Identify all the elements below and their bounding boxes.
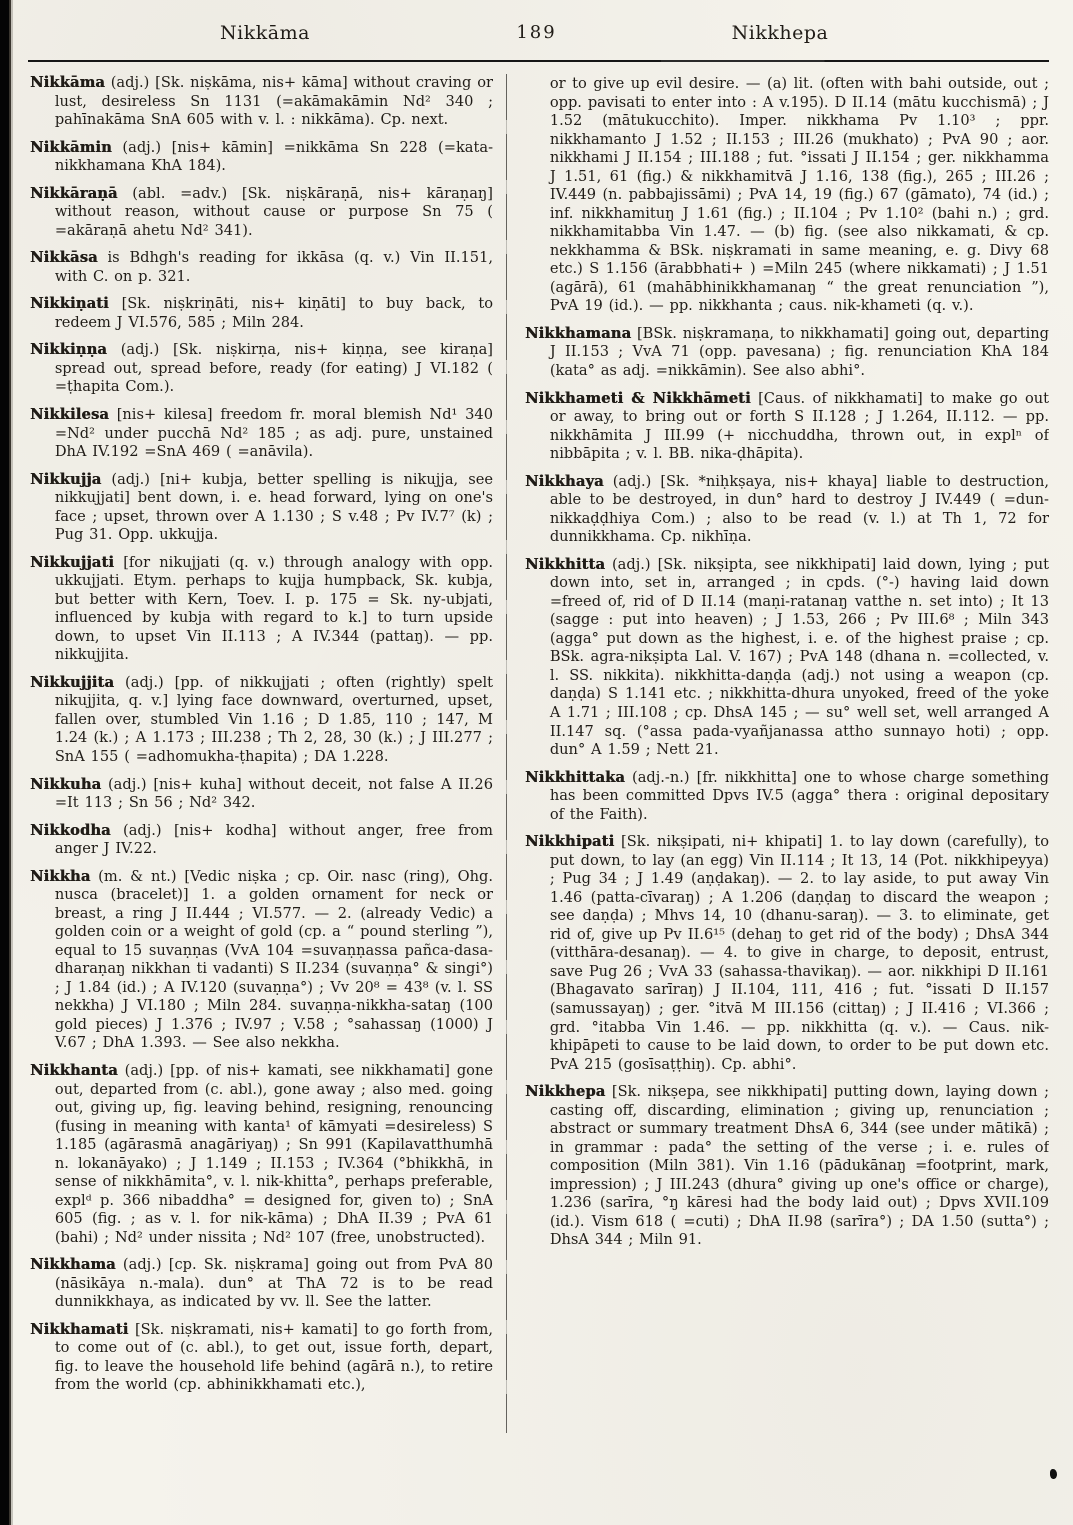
dictionary-entry [30,74,493,130]
entry-headword: Nikkujjita [30,673,115,691]
dictionary-entry [30,341,493,397]
entry-headword: Nikkāsa [30,249,98,267]
entry-body: (adj.) [Sk. *niḥkṣaya, nis+ khaya] liable to destruction, able to be destroyed, in dun° hard to destroy J IV.449 ( =dun-nikkaḍḍhiya Com.) ; also to be read (v. l.) at Th 1, 72 for dunnikkhama. Cp. nikhīṇa. [549,472,1049,546]
entry-body: (adj.) [Sk. niṣkirṇa, nis+ kiṇṇa, see kiraṇa] spread out, spread before, ready (for eating) J VI.182 ( =ṭhapita Com.). [54,341,493,396]
entry-headword: Nikkujja [30,470,102,488]
dictionary-entry [30,554,493,665]
entry-headword: Nikkhitta [525,555,605,573]
entry-headword: Nikkhamana [525,324,632,342]
dictionary-entry [30,674,493,767]
dictionary-entry [30,471,493,545]
entry-headword: Nikkhepa [525,1083,606,1101]
dictionary-entry [30,776,493,813]
dictionary-entry [30,406,493,462]
text-columns [30,74,1049,1497]
dictionary-entry [30,185,493,241]
dictionary-entry [30,1062,493,1247]
page-header [0,22,1073,52]
dictionary-entry [525,75,1049,316]
entry-body: [BSk. niṣkramaṇa, to nikkhamati] going out, departing J II.153 ; VvA 71 (opp. pavesana) ; fig. renunciation KhA 184 (kata° as adj. =nikkāmin). See also abhi°. [549,324,1049,379]
dictionary-entry [30,1256,493,1312]
dictionary-entry [30,1321,493,1395]
dictionary-entry [30,249,493,286]
entry-body: (adj.) [ni+ kubja, better spelling is nikujja, see nikkujjati] bent down, i. e. head forward, lying on one's face ; upset, thrown over A 1.130 ; S v.48 ; Pv IV.7⁷ (k) ; Pug 31. Opp. ukkujja. [54,470,493,544]
entry-body: is Bdhgh's reading for ikkāsa (q. v.) Vin II.151, with C. on p. 321. [54,249,493,285]
page-number: 189 [516,22,557,43]
dictionary-entry [30,295,493,332]
header-left-headword: Nikkāma [220,22,310,44]
entry-body: (m. & nt.) [Vedic niṣka ; cp. Oir. nasc (ring), Ohg. nusca (bracelet)] 1. a golden ornament for neck or breast, a ring J II.444 ; VI.577. — 2. (already Vedic) a golden coin or a weight of gold (cp. a “ pound sterling ”), equal to 15 suvaṇṇas (VvA 104 =suvaṇṇassa pañca-dasa-dharaṇaŋ nikkhan ti vadanti) S II.234 (suvaṇṇa° & singi°) ; J 1.84 (id.) ; A IV.120 (suvaṇṇa°) ; Vv 20⁸ = 43⁸ (v. l. SS nekkha) J VI.180 ; Miln 284. suvaṇṇa-nikkha-sataŋ (100 gold pieces) J 1.376 ; IV.97 ; V.58 ; °sahassaŋ (1000) J V.67 ; DhA 1.393. — See also nekkha. [54,867,493,1052]
dictionary-entry [30,822,493,859]
dictionary-entry [525,1083,1049,1250]
entry-headword: Nikkhama [30,1256,116,1274]
entry-body: [Sk. nikṣepa, see nikkhipati] putting down, laying down ; casting off, discarding, elimination ; giving up, renunciation ; abstract or summary treatment DhsA 6, 344 (see under mātikā) ; in grammar : pada° the setting of the verse ; i. e. rules of composition (Miln 381). Vin 1.16 (pādukānaŋ =footprint, mark, impression) ; J III.243 (dhura° giving up one's office or charge), 1.236 (sarīra, °ŋ kāresi had the body laid out) ; Dpvs XVII.109 (id.). Vism 618 ( =cuti) ; DhA II.98 (sarīra°) ; DA 1.50 (sutta°) ; DhsA 344 ; Miln 91. [549,1083,1049,1249]
entry-body: (adj.) [Sk. nikṣipta, see nikkhipati] laid down, lying ; put down into, set in, arranged ; in cpds. (°-) having laid down =freed of, rid of D II.14 (maṇi-ratanaŋ vatthe n. set into) ; It 13 (sagge : put into heaven) ; J 1.53, 266 ; Pv III.6⁸ ; Miln 343 (agga° put down as the highest, i. e. of the highest praise ; cp. BSk. agra-nikṣipta Lal. V. 167) ; PvA 148 (dhana n. =collected, v. l. SS. nikkita). nikkhitta-daṇḍa (adj.) not using a weapon (cp. daṇḍa) S 1.141 etc. ; nikkhitta-dhura unyoked, freed of the yoke A 1.71 ; III.108 ; cp. DhsA 145 ; — su° well set, well arranged A II.147 sq. (°assa pada-vyañjanassa attho sunnayo hoti) ; opp. dun° A 1.59 ; Nett 21. [549,555,1049,759]
entry-headword: Nikkhipati [525,833,615,851]
entry-headword: Nikkodha [30,821,111,839]
entry-body: [Sk. niṣkriṇāti, nis+ kiṇāti] to buy back, to redeem J VI.576, 585 ; Miln 284. [54,295,493,331]
entry-body: [nis+ kilesa] freedom fr. moral blemish Nd¹ 340 =Nd² under pucchā Nd² 185 ; as adj. pure, unstained DhA IV.192 =SnA 469 ( =anāvila). [54,405,493,461]
entry-headword: Nikkhittaka [525,768,625,786]
entry-body: (abl. =adv.) [Sk. niṣkāraṇā, nis+ kāraṇaŋ] without reason, without cause or purpose Sn 75 ( =akāraṇā ahetu Nd² 341). [54,184,493,239]
entry-body: [Caus. of nikkhamati] to make go out or away, to bring out or forth S II.128 ; J 1.264, II.112. — pp. nikkhāmita J III.99 (+ nicchuddha, thrown out, in explⁿ of nibbāpita ; v. l. BB. nika-ḍhāpita). [549,389,1049,463]
entry-body: or to give up evil desire. — (a) lit. (often with bahi outside, out ; opp. pavisati to enter into : A v.195). D II.14 (mātu kucchismā) ; J 1.52 (mātukucchito). Imper. nikkhama Pv 1.10³ ; ppr. nikkhamanto J 1.52 ; II.153 ; III.26 (mukhato) ; PvA 90 ; aor. nikkhami J II.154 ; III.188 ; fut. °issati J II.154 ; ger. nikkhamma J 1.51, 61 (fig.) & nikkhamitvā J 1.16, 138 (fig.), 265 ; III.26 ; IV.449 (n. pabbajissāmi) ; PvA 14, 19 (fig.) 67 (gāmato), 74 (id.) ; inf. nikkhamituŋ J 1.61 (fig.) ; II.104 ; Pv 1.10² (bahi n.) ; grd. nikkhamitabba Vin 1.47. — (b) fig. (see also nikkamati, & cp. nekkhamma & BSk. niṣkramati in same meaning, e. g. Divy 68 etc.) S 1.156 (ārabbhati+ ) =Miln 245 (where nikkamati) ; J 1.51 (agārā), 61 (mahābhinikkhamanaŋ “ the great renunciation ”), PvA 19 (id.). — pp. nikkhanta ; caus. nik-khameti (q. v.). [549,75,1049,315]
entry-headword: Nikkhanta [30,1061,118,1079]
column-right [507,74,1049,1497]
entry-body: (adj.) [Sk. niṣkāma, nis+ kāma] without craving or lust, desireless Sn 1131 (=akāmakāmin Nd² 340 ; pahīnakāma SnA 605 with v. l. : nikkāma). Cp. next. [54,74,493,129]
scan-edge-left [0,0,13,1525]
entry-body: (adj.) [pp. of nikkujjati ; often (rightly) spelt nikujjita, q. v.] lying face downward, overturned, upset, fallen over, stumbled Vin 1.16 ; D 1.85, 110 ; 147, M 1.24 (k.) ; A 1.173 ; III.238 ; Th 2, 28, 30 (k.) ; J III.277 ; SnA 155 ( =adhomukha-ṭhapita) ; DA 1.228. [54,673,493,765]
entry-body: [Sk. niṣkramati, nis+ kamati] to go forth from, to come out of (c. abl.), to get out, issue forth, depart, fig. to leave the household life behind (agārā n.), to retire from the world (cp. abhinikkhamati etc.), [54,1320,493,1394]
entry-body: [Sk. nikṣipati, ni+ khipati] 1. to lay down (carefully), to put down, to lay (an egg) Vin II.114 ; It 13, 14 (Pot. nikkhipeyya) ; Pug 34 ; J 1.49 (aṇḍakaŋ). — 2. to lay aside, to put away Vin 1.46 (patta-cīvaraŋ) ; A 1.206 (daṇḍaŋ to discard the weapon ; see daṇḍa) ; Mhvs 14, 10 (dhanu-saraŋ). — 3. to eliminate, get rid of, give up Pv II.6¹⁵ (dehaŋ to get rid of the body) ; DhsA 344 (vitthāra-desanaŋ). — 4. to give in charge, to deposit, entrust, save Pug 26 ; VvA 33 (sahassa-thavikaŋ). — aor. nikkhipi D II.161 (Bhagavato sarīraŋ) J II.104, 111, 416 ; fut. °issati D II.157 (samussayaŋ) ; ger. °itvā M III.156 (cittaŋ) ; J II.416 ; VI.366 ; grd. °itabba Vin 1.46. — pp. nikkhitta (q. v.). — Caus. nik-khipāpeti to cause to be laid down, to order to be put down etc. PvA 215 (gosīsaṭṭhiŋ). Cp. abhi°. [549,833,1049,1073]
entry-headword: Nikkiṇati [30,295,109,313]
entry-body: (adj.-n.) [fr. nikkhitta] one to whose charge something has been committed Dpvs IV.5 (agga° thera : original depositary of the Faith). [549,768,1049,823]
dictionary-entry [525,325,1049,381]
column-left [30,74,507,1497]
dictionary-entry [525,556,1049,760]
entry-headword: Nikkiṇṇa [30,341,107,359]
entry-headword: Nikkhameti & Nikkhāmeti [525,389,751,407]
entry-body: (adj.) [pp. of nis+ kamati, see nikkhamati] gone out, departed from (c. abl.), gone away ; also med. going out, giving up, fig. leaving behind, resigning, renouncing (fusing in meaning with kanta¹ of kāmyati =desireless) S 1.185 (agārasmā anagāriyaŋ) ; Sn 991 (Kapilavatthumhā n. lokanāyako) ; J 1.149 ; II.153 ; IV.364 (°bhikkhā, in sense of nikkhāmita°, v. l. nik-khitta°, perhaps preferable, explᵈ p. 366 nibaddha° = designed for, given to) ; SnA 605 (fig. ; as v. l. for nik-kāma) ; DhA II.39 ; PvA 61 (bahi) ; Nd² under nissita ; Nd² 107 (free, unobstructed). [54,1061,493,1246]
header-rule [28,60,1049,62]
dictionary-entry [30,868,493,1053]
entry-body: (adj.) [nis+ kuha] without deceit, not false A II.26 =It 113 ; Sn 56 ; Nd² 342. [54,775,493,812]
entry-body: (adj.) [cp. Sk. niṣkrama] going out from PvA 80 (nāsikāya n.-mala). dun° at ThA 72 is to be read dunnikkhaya, as indicated by vv. ll. See the latter. [54,1256,493,1311]
dictionary-entry [30,139,493,176]
entry-headword: Nikkāraṇā [30,184,118,202]
entry-headword: Nikkuha [30,775,102,793]
dictionary-entry [525,473,1049,547]
entry-body: (adj.) [nis+ kodha] without anger, free from anger J IV.22. [54,821,493,858]
entry-headword: Nikkujjati [30,553,115,571]
dictionary-entry [525,833,1049,1074]
entry-headword: Nikkhaya [525,472,604,490]
entry-headword: Nikkāma [30,74,105,91]
dictionary-entry [525,390,1049,464]
entry-body: [for nikujjati (q. v.) through analogy with opp. ukkujjati. Etym. perhaps to kujja humpback, Sk. kubja, but better with Kern, Toev. I. p. 175 = Sk. ny-ubjati, influenced by kubja with regard to k.] to turn upside down, to upset Vin II.113 ; A IV.344 (pattaŋ). — pp. nikkujjita. [54,553,493,664]
header-right-headword: Nikkhepa [731,22,829,44]
dictionary-entry [525,769,1049,825]
entry-body: (adj.) [nis+ kāmin] =nikkāma Sn 228 (=kata-nikkhamana KhA 184). [54,138,493,175]
ink-mark [1050,1469,1057,1479]
entry-headword: Nikkilesa [30,405,109,423]
entry-headword: Nikkha [30,867,91,885]
entry-headword: Nikkhamati [30,1320,129,1338]
entry-headword: Nikkāmin [30,138,112,156]
